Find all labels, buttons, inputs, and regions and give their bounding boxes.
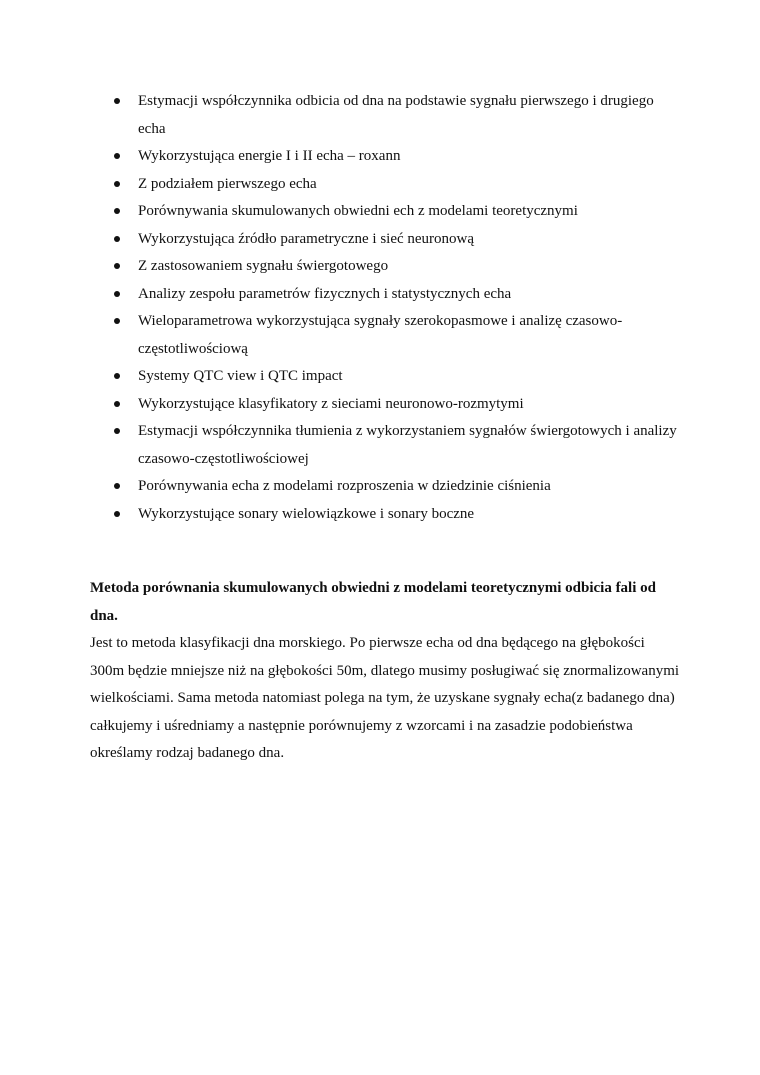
bullet-icon [114, 428, 120, 434]
list-item-text: Estymacji współczynnika tłumienia z wykorzystaniem sygnałów świergotowych i analizy czasowo-częstotliwościowej [138, 423, 677, 467]
list-item [112, 171, 682, 199]
bullet-icon [114, 98, 120, 104]
list-item [112, 501, 682, 529]
list-item [112, 198, 682, 226]
list-item-text: Porównywania echa z modelami rozproszenia w dziedzinie ciśnienia [138, 478, 551, 494]
bullet-icon [114, 373, 120, 379]
bullet-icon [114, 318, 120, 324]
list-item [112, 363, 682, 391]
list-item-text: Wieloparametrowa wykorzystująca sygnały szerokopasmowe i analizę czasowo-częstotliwościową [138, 313, 623, 357]
bullet-icon [114, 291, 120, 297]
list-item [112, 308, 682, 363]
list-item [112, 88, 682, 143]
list-item-text: Porównywania skumulowanych obwiedni ech z modelami teoretycznymi [138, 203, 578, 219]
list-item-text: Z podziałem pierwszego echa [138, 175, 317, 192]
bullet-icon [114, 181, 120, 187]
bullet-icon [114, 401, 120, 407]
list-item-text: Wykorzystujące sonary wielowiązkowe i sonary boczne [138, 505, 475, 522]
list-item [112, 473, 682, 501]
list-item [112, 391, 682, 419]
list-item [112, 253, 682, 281]
bullet-icon [114, 153, 120, 159]
section-heading: Metoda porównania skumulowanych obwiedni z modelami teoretycznymi odbicia fali od dna. [90, 580, 656, 624]
list-item [112, 418, 682, 473]
bullet-icon [114, 208, 120, 214]
list-item-text: Estymacji współczynnika odbicia od dna na podstawie sygnału pierwszego i drugiego echa [138, 93, 654, 137]
list-item [112, 226, 682, 254]
bullet-icon [114, 483, 120, 489]
list-item-text: Wykorzystujące klasyfikatory z sieciami neuronowo-rozmytymi [138, 395, 524, 412]
list-item-text: Z zastosowaniem sygnału świergotowego [138, 258, 389, 274]
list-item-text: Wykorzystująca energie I i II echa – roxann [138, 148, 401, 164]
bullet-icon [114, 236, 120, 242]
list-item-text: Wykorzystująca źródło parametryczne i sieć neuronową [138, 230, 475, 247]
method-list [112, 88, 682, 528]
list-item-text: Analizy zespołu parametrów fizycznych i statystycznych echa [138, 285, 512, 302]
list-item-text: Systemy QTC view i QTC impact [138, 368, 343, 384]
method-section [90, 575, 680, 768]
section-paragraph: Jest to metoda klasyfikacji dna morskiego. Po pierwsze echa od dna będącego na głębokości 300m będzie mniejsze niż na głębokości 50m, dlatego musimy posługiwać się znormalizowanymi wielkościami. Sama metoda natomiast polega na tym, że uzyskane sygnały echa(z badanego dna) całkujemy i uśredniamy a następnie porównujemy z wzorcami i na zasadzie podobieństwa określamy rodzaj badanego dna. [90, 635, 680, 761]
bullet-icon [114, 511, 120, 517]
list-item [112, 281, 682, 309]
list-item [112, 143, 682, 171]
bullet-icon [114, 263, 120, 269]
